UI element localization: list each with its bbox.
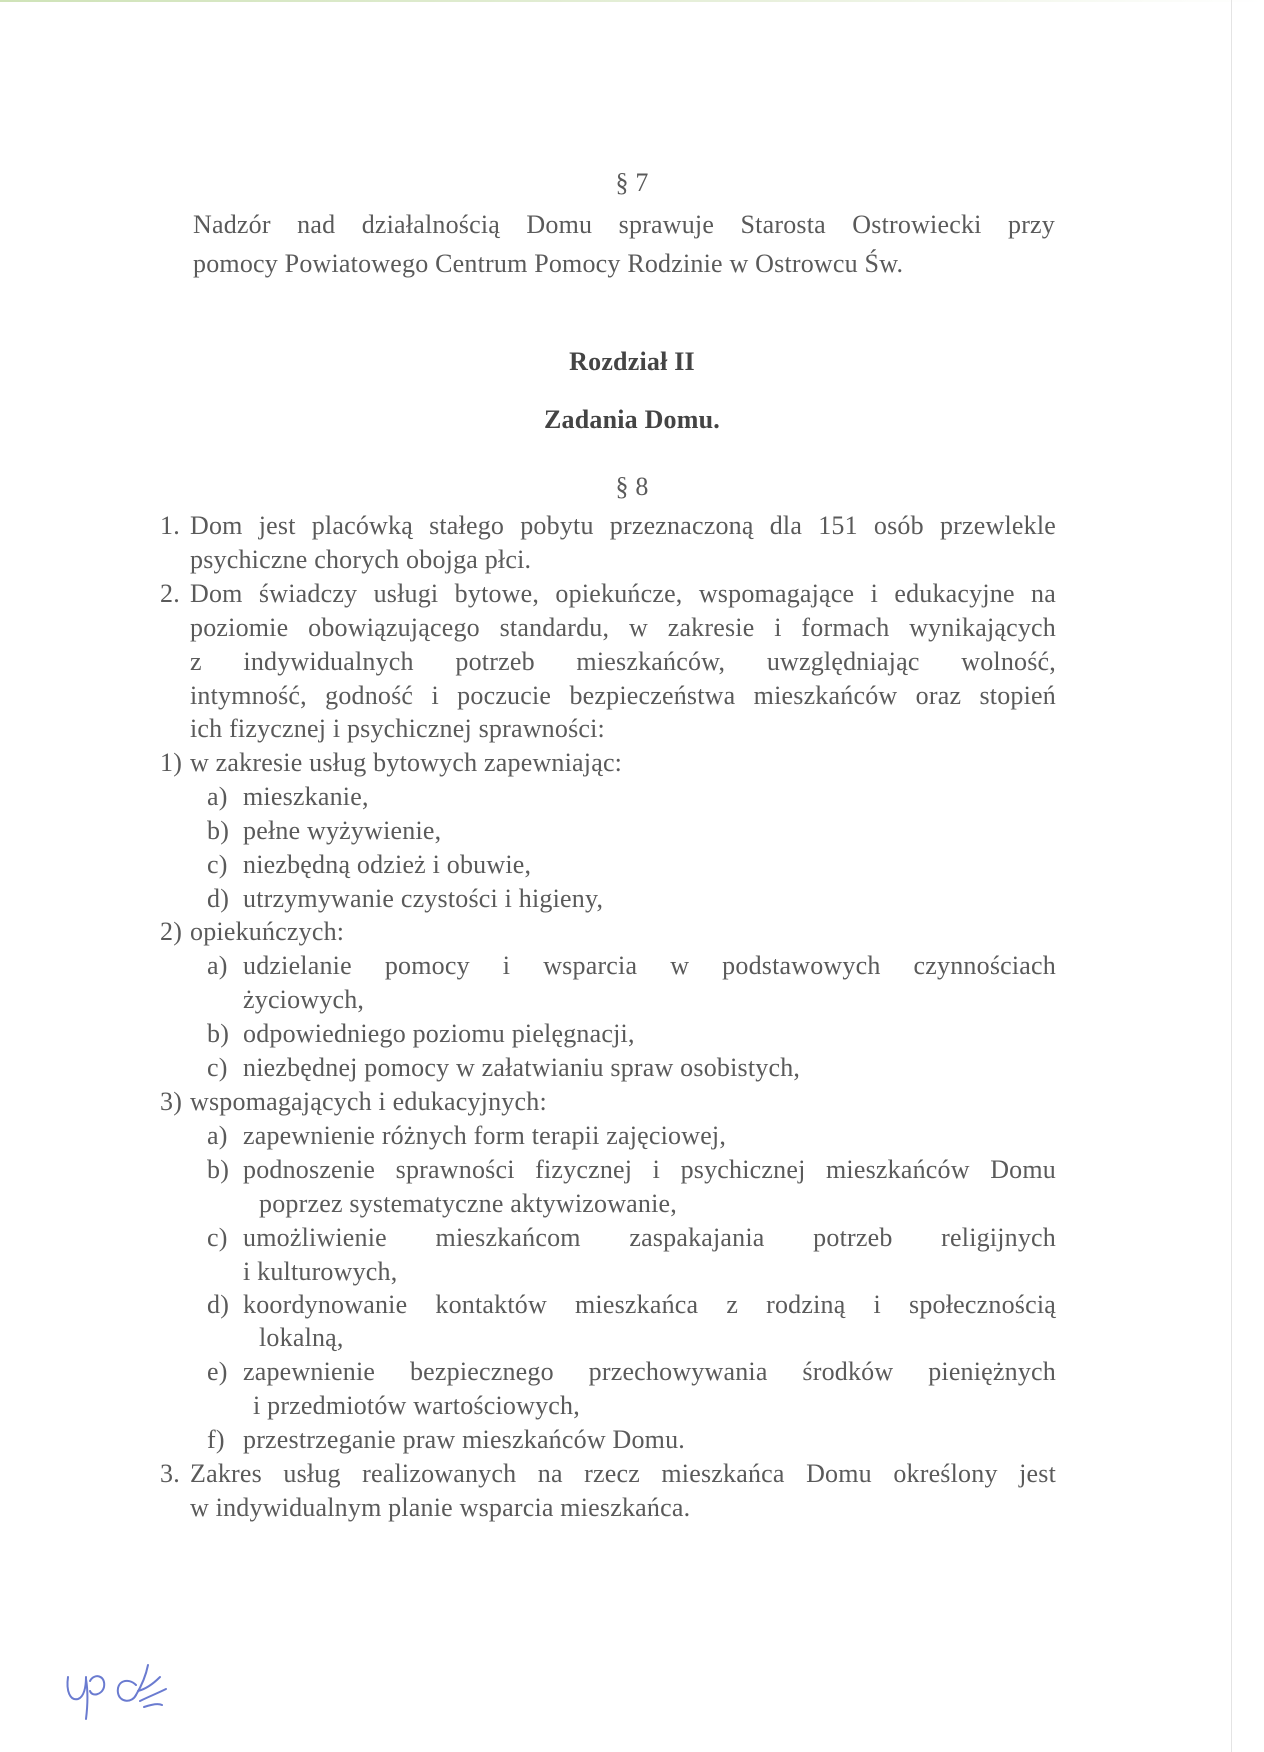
sub-letter: d) xyxy=(207,884,230,913)
group-1-a-line-1: mieszkanie, xyxy=(243,782,369,811)
group-2-b-line-1: odpowiedniego poziomu pielęgnacji, xyxy=(243,1019,635,1048)
group-1-b-line-1: pełne wyżywienie, xyxy=(243,816,442,845)
item-1-line-1: Dom jest placówką stałego pobytu przeznaczoną dla 151 osób przewlekle xyxy=(190,511,1056,540)
chapter-title: Rozdział II xyxy=(569,347,695,376)
group-1-c-line-1: niezbędną odzież i obuwie, xyxy=(243,850,532,879)
item-3-line-1: Zakres usług realizowanych na rzecz mieszkańca Domu określony jest xyxy=(190,1459,1056,1488)
group-3-c-line-2: i kulturowych, xyxy=(243,1257,398,1286)
scan-edge-top xyxy=(0,0,1264,2)
item-2-line-3: z indywidualnych potrzeb mieszkańców, uwzględniając wolność, xyxy=(190,647,1056,676)
item-number: 1. xyxy=(160,511,180,540)
scan-edge-right xyxy=(1231,0,1232,1752)
section-7-mark: § 7 xyxy=(615,168,649,197)
group-2-a-line-1: udzielanie pomocy i wsparcia w podstawowych czynnościach xyxy=(243,951,1056,980)
item-number: 2. xyxy=(160,579,180,608)
item-2-line-4: intymność, godność i poczucie bezpieczeństwa mieszkańców oraz stopień xyxy=(190,681,1056,710)
section-7-line-2: pomocy Powiatowego Centrum Pomocy Rodzinie w Ostrowcu Św. xyxy=(193,249,904,278)
sub-letter: a) xyxy=(207,951,228,980)
group-3-a-line-1: zapewnienie różnych form terapii zajęciowej, xyxy=(243,1121,727,1150)
sub-letter: b) xyxy=(207,816,230,845)
sub-letter: f) xyxy=(207,1425,225,1454)
section-7-line-1: Nadzór nad działalnością Domu sprawuje Starosta Ostrowiecki przy xyxy=(193,210,1055,239)
group-1-label: w zakresie usług bytowych zapewniając: xyxy=(190,748,623,777)
group-3-d-line-2: lokalną, xyxy=(259,1323,344,1352)
item-2-line-1: Dom świadczy usługi bytowe, opiekuńcze, wspomagające i edukacyjne na xyxy=(190,579,1056,608)
handwritten-initials xyxy=(62,1655,172,1735)
sub-letter: a) xyxy=(207,782,228,811)
sub-letter: d) xyxy=(207,1290,230,1319)
group-number: 1) xyxy=(160,748,183,777)
item-2-line-5: ich fizycznej i psychicznej sprawności: xyxy=(190,714,605,743)
group-3-b-line-1: podnoszenie sprawności fizycznej i psychicznej mieszkańców Domu xyxy=(243,1155,1056,1184)
group-1-d-line-1: utrzymywanie czystości i higieny, xyxy=(243,884,604,913)
item-1-line-2: psychiczne chorych obojga płci. xyxy=(190,545,532,574)
group-3-b-line-2: poprzez systematyczne aktywizowanie, xyxy=(259,1189,677,1218)
item-3-line-2: w indywidualnym planie wsparcia mieszkańca. xyxy=(190,1493,691,1522)
sub-letter: b) xyxy=(207,1019,230,1048)
chapter-subtitle: Zadania Domu. xyxy=(544,405,720,434)
group-2-label: opiekuńczych: xyxy=(190,917,345,946)
group-3-c-line-1: umożliwienie mieszkańcom zaspakajania potrzeb religijnych xyxy=(243,1223,1056,1252)
group-3-e-line-1: zapewnienie bezpiecznego przechowywania środków pieniężnych xyxy=(243,1357,1056,1386)
group-number: 3) xyxy=(160,1087,183,1116)
item-2-line-2: poziomie obowiązującego standardu, w zakresie i formach wynikających xyxy=(190,613,1056,642)
sub-letter: b) xyxy=(207,1155,230,1184)
group-3-e-line-2: i przedmiotów wartościowych, xyxy=(253,1391,580,1420)
group-3-label: wspomagających i edukacyjnych: xyxy=(190,1087,547,1116)
sub-letter: c) xyxy=(207,1053,228,1082)
item-number: 3. xyxy=(160,1459,180,1488)
group-3-d-line-1: koordynowanie kontaktów mieszkańca z rodziną i społecznością xyxy=(243,1290,1056,1319)
sub-letter: c) xyxy=(207,1223,228,1252)
sub-letter: c) xyxy=(207,850,228,879)
sub-letter: e) xyxy=(207,1357,228,1386)
group-2-a-line-2: życiowych, xyxy=(243,985,365,1014)
group-number: 2) xyxy=(160,917,183,946)
section-8-mark: § 8 xyxy=(615,472,649,501)
sub-letter: a) xyxy=(207,1121,228,1150)
group-2-c-line-1: niezbędnej pomocy w załatwianiu spraw osobistych, xyxy=(243,1053,801,1082)
group-3-f-line-1: przestrzeganie praw mieszkańców Domu. xyxy=(243,1425,685,1454)
